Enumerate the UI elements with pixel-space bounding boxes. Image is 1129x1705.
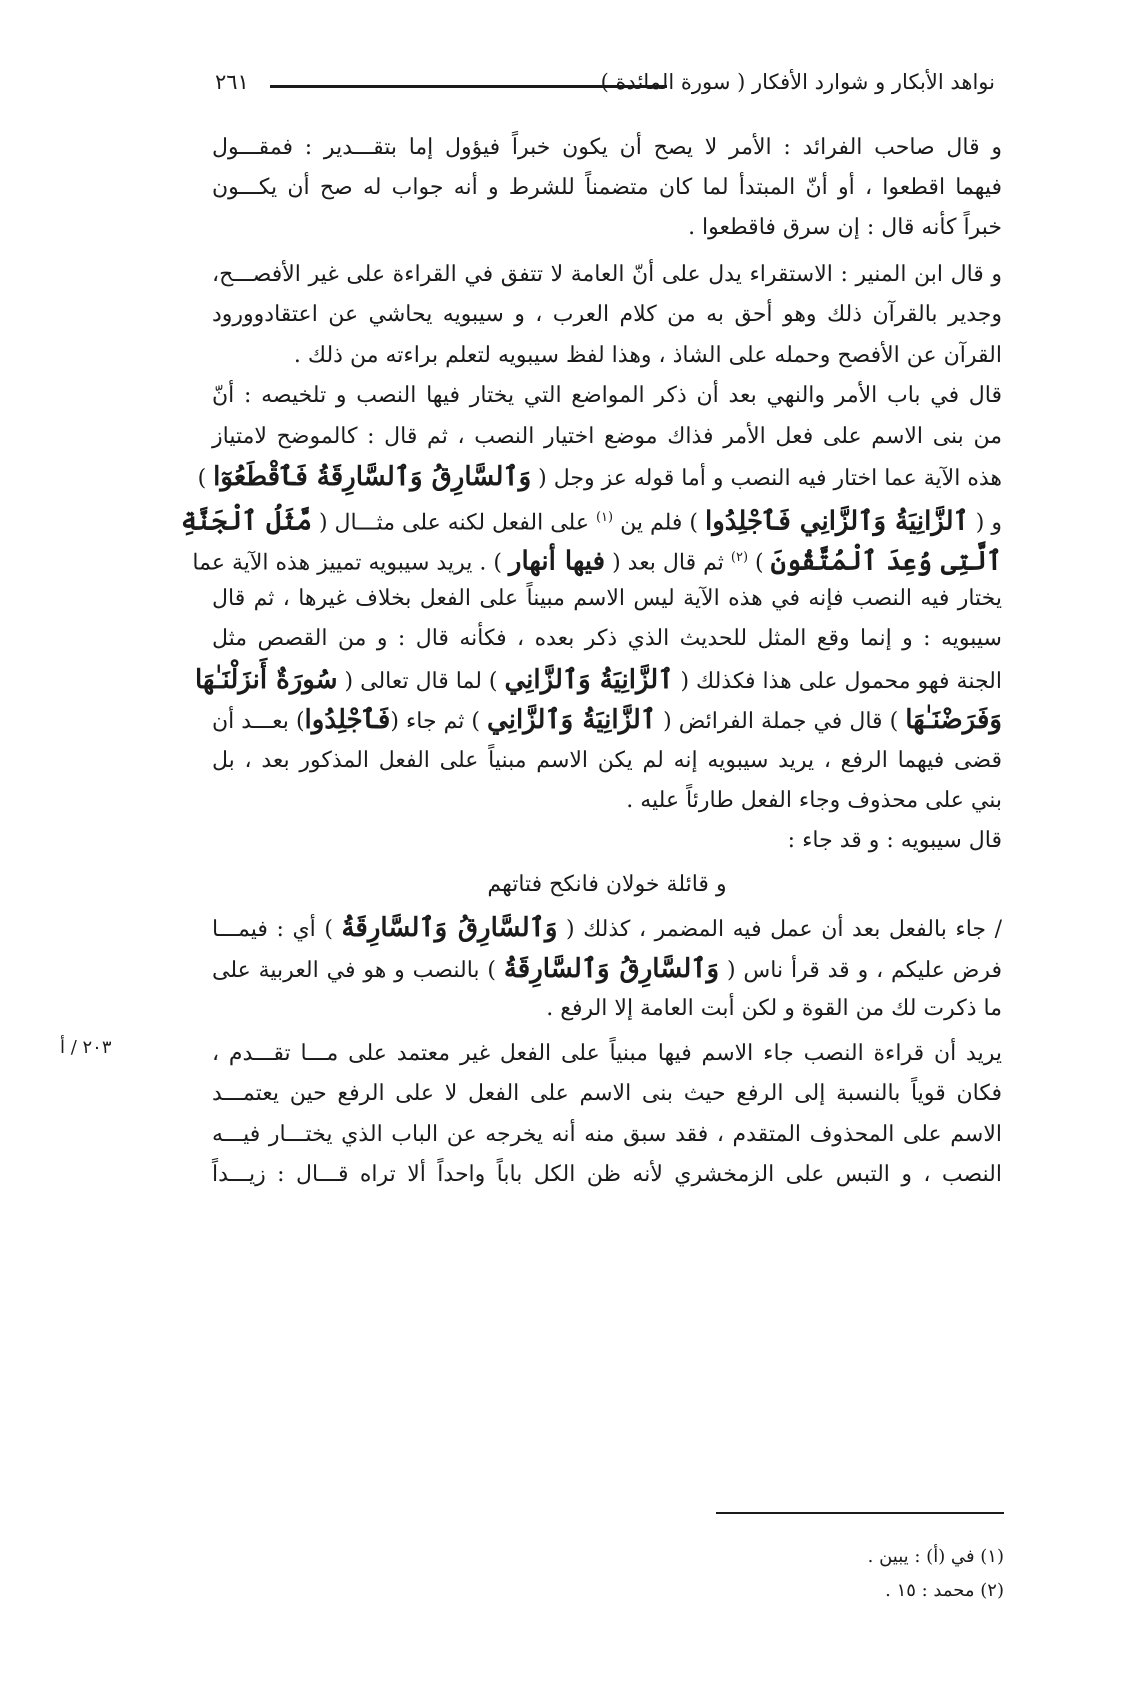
quran-verse: سُورَةٌ أَنزَلْنَـٰهَا xyxy=(194,665,338,695)
text-line: و قال صاحب الفرائد : الأمر لا يصح أن يكون خبراً فيؤول إما بتقـــدير : فمقـــول xyxy=(212,135,1002,160)
text-line: و قال ابن المنير : الاستقراء يدل على أنّ العامة لا تتفق في القراءة على غير الأفصـــح، xyxy=(212,262,1002,287)
quran-verse: ٱلزَّانِيَةُ وَٱلزَّانِي xyxy=(487,705,657,735)
header-rule xyxy=(270,85,667,88)
text-line: قال في باب الأمر والنهي بعد أن ذكر المواضع التي يختار فيها النصب و تلخيصه : أنّ xyxy=(212,383,1002,408)
text-line: هذه الآية عما اختار فيه النصب و أما قوله عز وجل ( وَٱلسَّارِقُ وَٱلسَّارِقَةُ فَٱقْطَعُوٓا ) xyxy=(197,462,1002,492)
text-line: الاسم على المحذوف المتقدم ، فقد سبق منه أنه يخرجه عن الباب الذي يختـــار فيـــه xyxy=(212,1122,1002,1147)
text-line: يختار فيه النصب فإنه في هذه الآية ليس الاسم مبيناً على الفعل بخلاف غيرها ، ثم قال xyxy=(212,586,1002,611)
header-title: نواهد الأبكار و شوارد الأفكار ( سورة المائدة ) xyxy=(600,70,995,94)
quran-verse: ٱلزَّانِيَةُ وَٱلزَّانِي فَٱجْلِدُوا xyxy=(704,506,969,537)
quoted-phrase: فيها أنهار xyxy=(508,546,606,577)
footnote: (٢) محمد : ١٥ . xyxy=(885,1580,1004,1601)
text-line: قضى فيهما الرفع ، يريد سيبويه إنه لم يكن الاسم مبنياً على الفعل المذكور بعد ، بل xyxy=(212,748,1002,773)
text-line: و ( ٱلزَّانِيَةُ وَٱلزَّانِي فَٱجْلِدُوا ) فلم ين $^{(١)}$ على الفعل لكنه على مثـــال ( مَّثَلُ ٱلْجَنَّةِ xyxy=(181,506,1002,537)
quran-verse: ٱلزَّانِيَةُ وَٱلزَّانِي xyxy=(504,665,674,695)
quran-verse: وَفَرَضْنَـٰهَا xyxy=(905,705,1002,735)
text-line: بني على محذوف وجاء الفعل طارئاً عليه . xyxy=(626,788,1002,813)
text-line: يريد أن قراءة النصب جاء الاسم فيها مبنياً على الفعل غير معتمد على مـــا تقـــدم ، xyxy=(212,1041,1002,1066)
text-line: الجنة فهو محمول على هذا فكذلك ( ٱلزَّانِيَةُ وَٱلزَّانِي ) لما قال تعالى ( سُورَةٌ أَنزَلْنَـٰهَا xyxy=(194,665,1002,695)
text-line: القرآن عن الأفصح وحمله على الشاذ ، وهذا لفظ سيبويه لتعلم براءته من ذلك . xyxy=(293,343,1002,368)
text-line: فرض عليكم ، و قد قرأ ناس ( وَٱلسَّارِقُ وَٱلسَّارِقَةُ ) بالنصب و هو في العربية على xyxy=(212,954,1002,984)
quran-verse: وَٱلسَّارِقُ وَٱلسَّارِقَةُ xyxy=(503,954,720,984)
running-header xyxy=(215,68,995,102)
footnote: (١) في (أ) : يبين . xyxy=(867,1546,1004,1567)
text-line: فيهما اقطعوا ، أو أنّ المبتدأ لما كان متضمناً للشرط و أنه جواب له صح أن يكـــون xyxy=(212,175,1002,200)
text-line: ما ذكرت لك من القوة و لكن أبت العامة إلا الرفع . xyxy=(546,996,1002,1021)
text-line: النصب ، و التبس على الزمخشري لأنه ظن الكل باباً واحداً ألا تراه قـــال : زيـــداً xyxy=(212,1162,1002,1187)
quran-verse: فَٱجْلِدُوا xyxy=(304,705,391,735)
text-line: من بنى الاسم على فعل الأمر فذاك موضع اختيار النصب ، ثم قال : كالموضح لامتياز xyxy=(212,424,1002,449)
text-line: وجدير بالقرآن ذلك وهو أحق به من كلام العرب ، و سيبويه يحاشي عن اعتقادوورود xyxy=(212,302,1002,327)
text-line: سيبويه : و إنما وقع المثل للحديث الذي ذكر بعده ، فكأنه قال : و من القصص مثل xyxy=(212,626,1002,651)
text-line: فكان قوياً بالنسبة إلى الرفع حيث بنى الاسم على الفعل لا على الرفع حين يعتمـــد xyxy=(212,1081,1002,1106)
page-number: ٢٦١ xyxy=(215,70,249,94)
quran-verse: وَٱلسَّارِقُ وَٱلسَّارِقَةُ فَٱقْطَعُوٓا xyxy=(213,462,532,492)
footnote-rule xyxy=(716,1512,1004,1514)
text-line: / جاء بالفعل بعد أن عمل فيه المضمر ، كذلك ( وَٱلسَّارِقُ وَٱلسَّارِقَةُ ) أي : فيمـــا xyxy=(212,913,1002,943)
quran-verse: مَّثَلُ ٱلْجَنَّةِ xyxy=(181,506,312,537)
text-line: قال سيبويه : و قد جاء : xyxy=(787,828,1002,853)
text-line: خبراً كأنه قال : إن سرق فاقطعوا . xyxy=(688,215,1002,240)
margin-folio-note: ٢٠٣ / أ xyxy=(60,1037,112,1058)
quran-verse: وَٱلسَّارِقُ وَٱلسَّارِقَةُ xyxy=(341,913,558,943)
footnote-marker: (٢) xyxy=(730,550,749,565)
text-line: ٱلَّتِى وُعِدَ ٱلْمُتَّقُونَ ) $^{(٢)}$ ثم قال بعد ( فيها أنهار ) . يريد سيبويه تمييز هذه الآية عما xyxy=(192,546,1002,577)
footnote-marker: (١) xyxy=(595,510,614,525)
quran-verse: ٱلَّتِى وُعِدَ ٱلْمُتَّقُونَ xyxy=(770,546,1002,577)
text-line: وَفَرَضْنَـٰهَا ) قال في جملة الفرائض ( ٱلزَّانِيَةُ وَٱلزَّانِي ) ثم جاء (فَٱجْلِدُوا) بعـــد أن xyxy=(212,705,1002,735)
poetry-line: و قائلة خولان فانكح فتاتهم xyxy=(487,872,727,897)
